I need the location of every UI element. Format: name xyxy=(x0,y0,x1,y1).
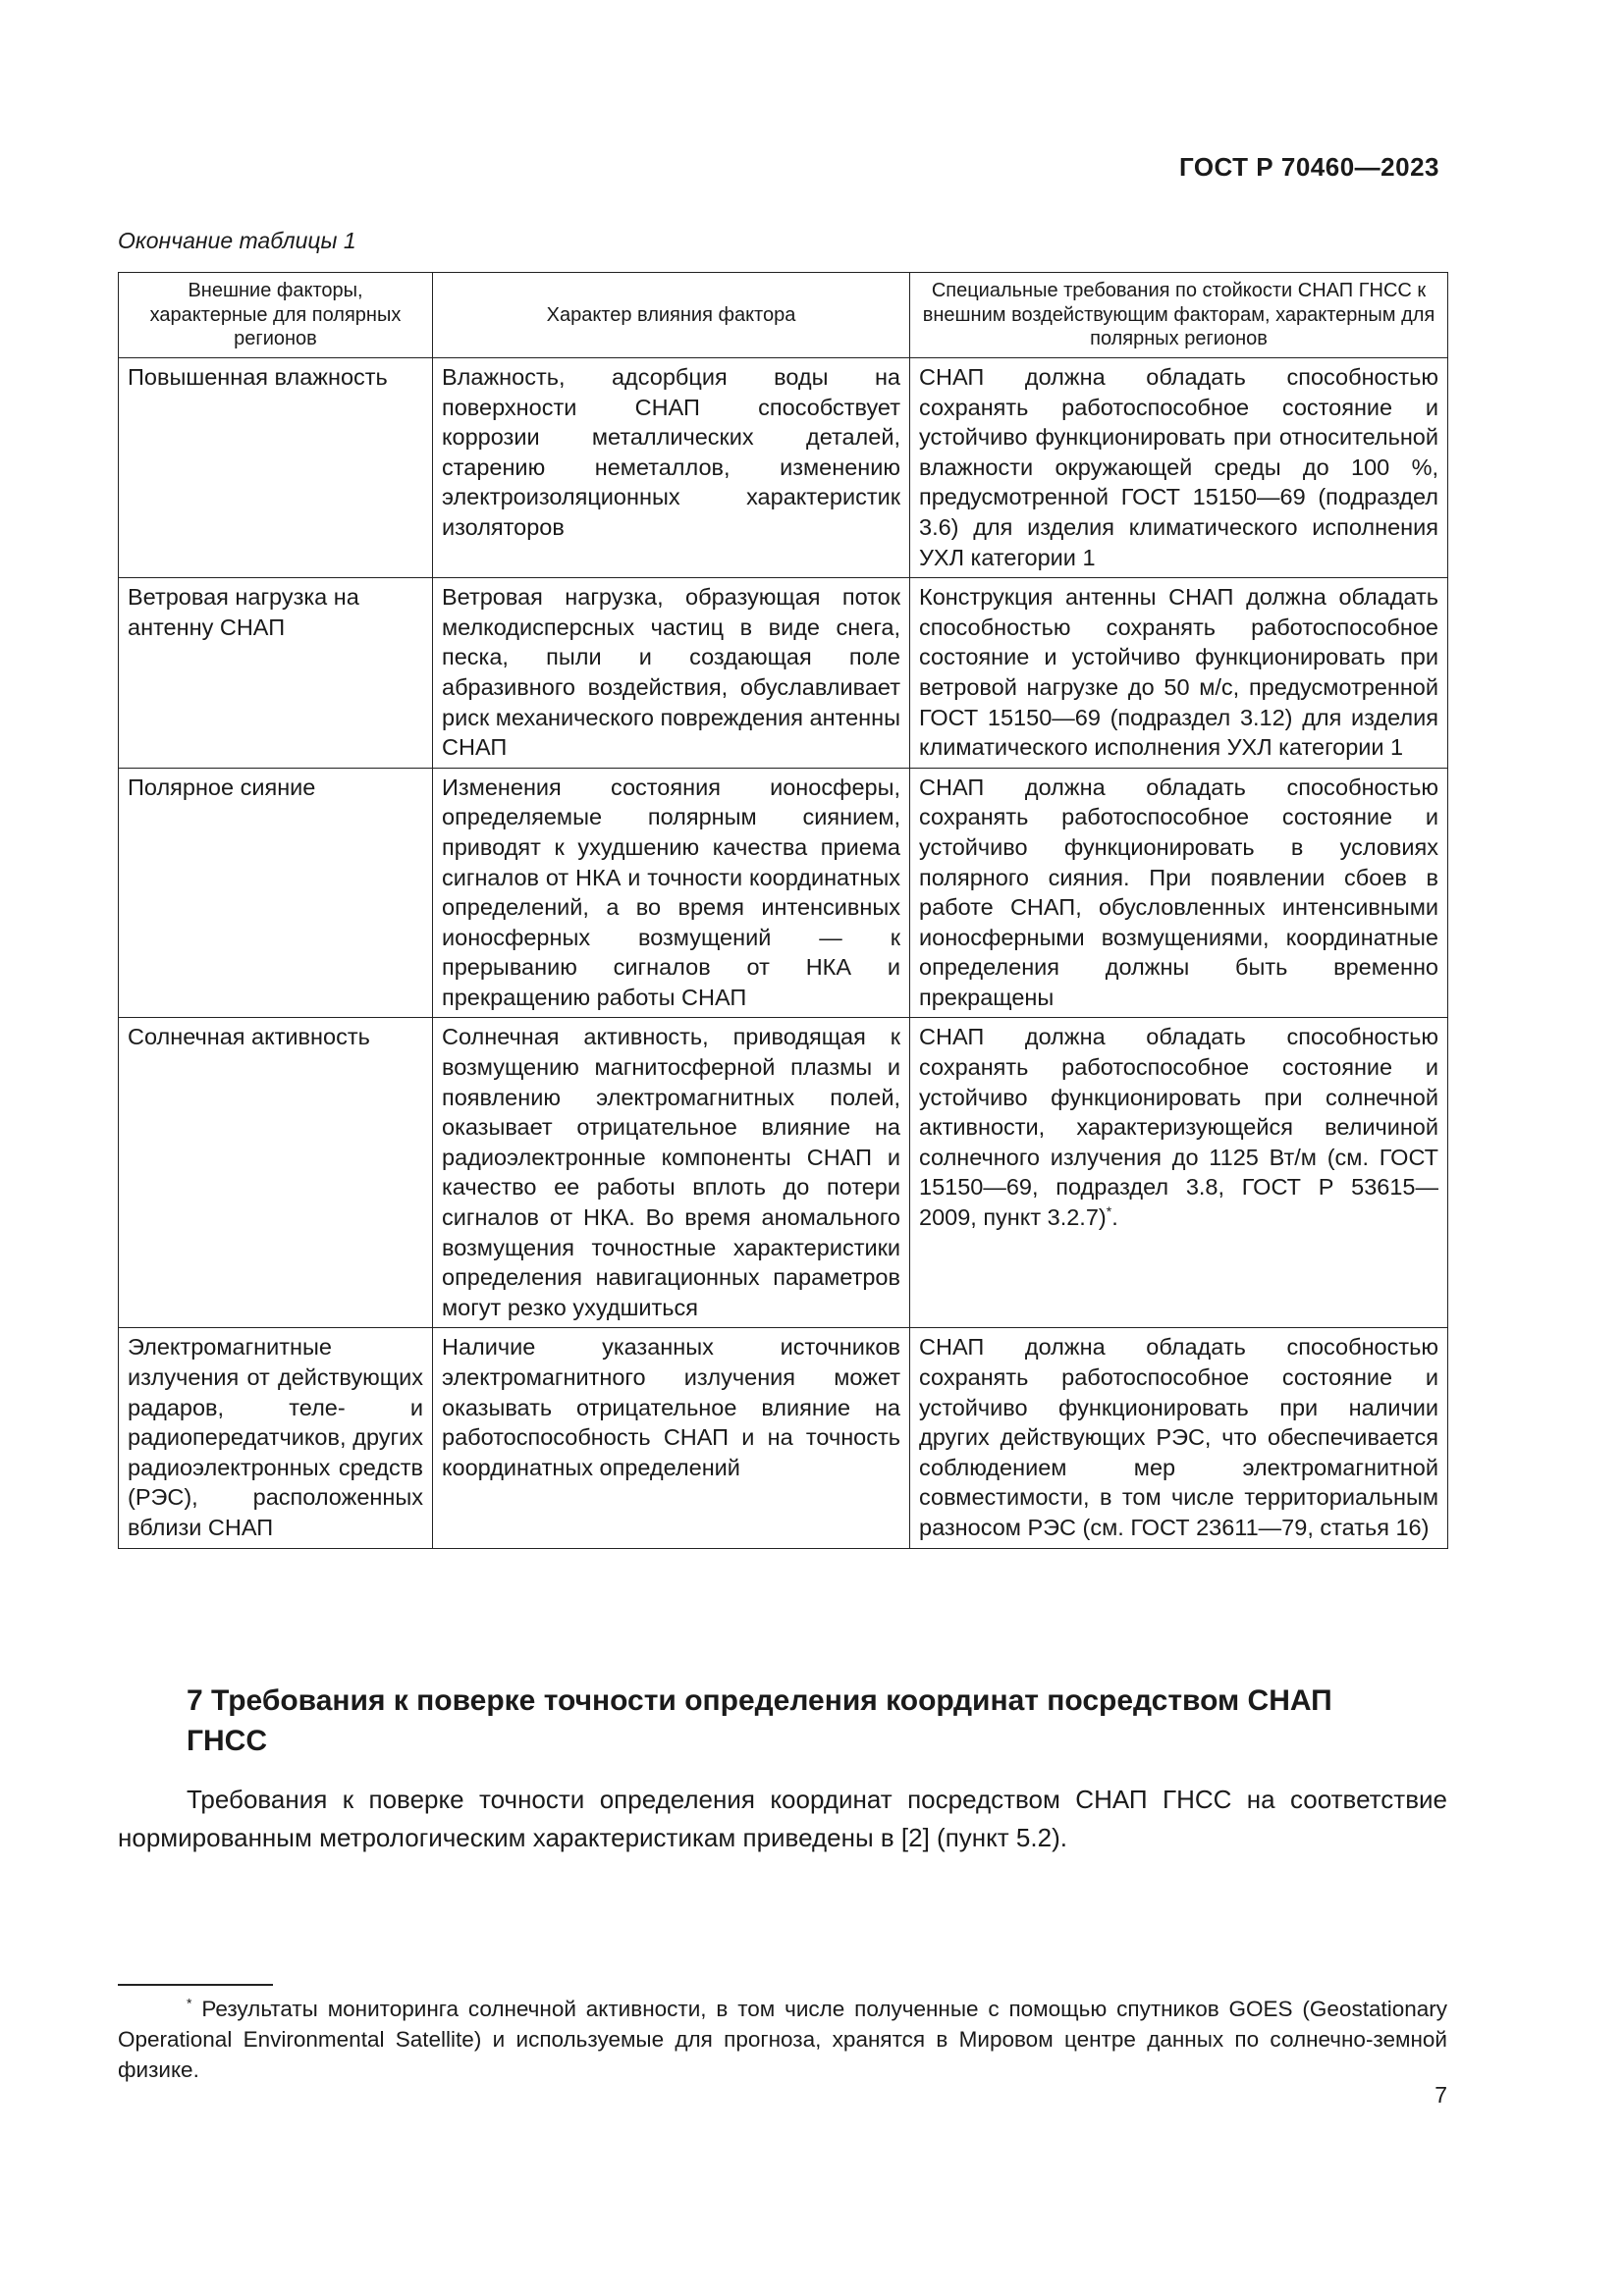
column-header-effect: Характер влияния фактора xyxy=(433,273,910,358)
footnote-reference-mark: * xyxy=(1106,1203,1112,1220)
cell-requirement xyxy=(910,1018,1448,1328)
cell-factor: Повышенная влажность xyxy=(119,358,433,578)
cell-factor: Ветровая нагрузка на антенну СНАП xyxy=(119,578,433,769)
cell-requirement: СНАП должна обладать способностью сохранять работоспособное состояние и устойчиво функционировать при наличии других действующих РЭС, что обеспечивается соблюдением мер электромагнитной совместимости, в том числе территориальным разносом РЭС (см. ГОСТ 23611—79, статья 16) xyxy=(910,1328,1448,1548)
table-row xyxy=(119,358,1448,578)
cell-effect: Солнечная активность, приводящая к возмущению магнитосферной плазмы и появлению электромагнитных полей, оказывает отрицательное влияние на радиоэлектронные компоненты СНАП и качество ее работы вплоть до потери сигналов от НКА. Во время аномального возмущения точностные характеристики определения навигационных параметров могут резко ухудшиться xyxy=(433,1018,910,1328)
cell-requirement: СНАП должна обладать способностью сохранять работоспособное состояние и устойчиво функционировать в условиях полярного сияния. При появлении сбоев в работе СНАП, обусловленных интенсивными ионосферными возмущениями, координатные определения должны быть временно прекращены xyxy=(910,768,1448,1018)
requirement-text: СНАП должна обладать способностью сохранять работоспособное состояние и устойчиво функционировать при солнечной активности, характеризующейся величиной солнечного излучения до 1125 Вт/м (см. ГОСТ 15150—69, подраздел 3.8, ГОСТ Р 53615—2009, пункт 3.2.7) xyxy=(919,1024,1438,1231)
requirements-table xyxy=(118,272,1448,1549)
page-number: 7 xyxy=(1435,2082,1447,2108)
table-row xyxy=(119,578,1448,769)
cell-requirement: СНАП должна обладать способностью сохранять работоспособное состояние и устойчиво функционировать при относительной влажности окружающей среды до 100 %, предусмотренной ГОСТ 15150—69 (подраздел 3.6) для изделия климатического исполнения УХЛ категории 1 xyxy=(910,358,1448,578)
document-header-code: ГОСТ Р 70460—2023 xyxy=(1178,152,1439,182)
requirement-end: . xyxy=(1111,1204,1118,1231)
footnote xyxy=(118,1994,1447,2085)
table-caption: Окончание таблицы 1 xyxy=(118,228,356,253)
cell-factor: Солнечная активность xyxy=(119,1018,433,1328)
footnote-text: Результаты мониторинга солнечной активности, в том числе полученные с помощью спутников GOES (Geostationary Operational Environmental Satellite) и используемые для прогноза, хранятся в Мировом центре данных по солнечно-земной физике. xyxy=(118,1997,1447,2082)
cell-effect: Влажность, адсорбция воды на поверхности СНАП способствует коррозии металлических деталей, старению неметаллов, изменению электроизоляционных характеристик изоляторов xyxy=(433,358,910,578)
footnote-divider xyxy=(118,1984,273,1986)
table-row xyxy=(119,768,1448,1018)
footnote-mark: * xyxy=(187,1995,192,2011)
table-row xyxy=(119,1018,1448,1328)
column-header-requirement: Специальные требования по стойкости СНАП ГНСС к внешним воздействующим факторам, характерным для полярных регионов xyxy=(910,273,1448,358)
column-header-factor: Внешние факторы, характерные для полярных регионов xyxy=(119,273,433,358)
section-title: 7 Требования к поверке точности определения координат посредством СНАП ГНСС xyxy=(187,1684,1332,1757)
table-header-row xyxy=(119,273,1448,358)
section-paragraph: Требования к поверке точности определения координат посредством СНАП ГНСС на соответствие нормированным метрологическим характеристикам приведены в [2] (пункт 5.2). xyxy=(118,1785,1447,1852)
table-row xyxy=(119,1328,1448,1548)
cell-requirement: Конструкция антенны СНАП должна обладать способностью сохранять работоспособное состояние и устойчиво функционировать при ветровой нагрузке до 50 м/с, предусмотренной ГОСТ 15150—69 (подраздел 3.12) для изделия климатического исполнения УХЛ категории 1 xyxy=(910,578,1448,769)
cell-factor: Электромагнитные излучения от действующих радаров, теле- и радиопередатчиков, других радиоэлектронных средств (РЭС), расположенных вблизи СНАП xyxy=(119,1328,433,1548)
cell-effect: Изменения состояния ионосферы, определяемые полярным сиянием, приводят к ухудшению качества приема сигналов от НКА и точности координатных определений, а во время интенсивных ионосферных возмущений — к прерыванию сигналов от НКА и прекращению работы СНАП xyxy=(433,768,910,1018)
cell-factor: Полярное сияние xyxy=(119,768,433,1018)
cell-effect: Ветровая нагрузка, образующая поток мелкодисперсных частиц в виде снега, песка, пыли и создающая поле абразивного воздействия, обуславливает риск механического повреждения антенны СНАП xyxy=(433,578,910,769)
cell-effect: Наличие указанных источников электромагнитного излучения может оказывать отрицательное влияние на работоспособность СНАП и на точность координатных определений xyxy=(433,1328,910,1548)
